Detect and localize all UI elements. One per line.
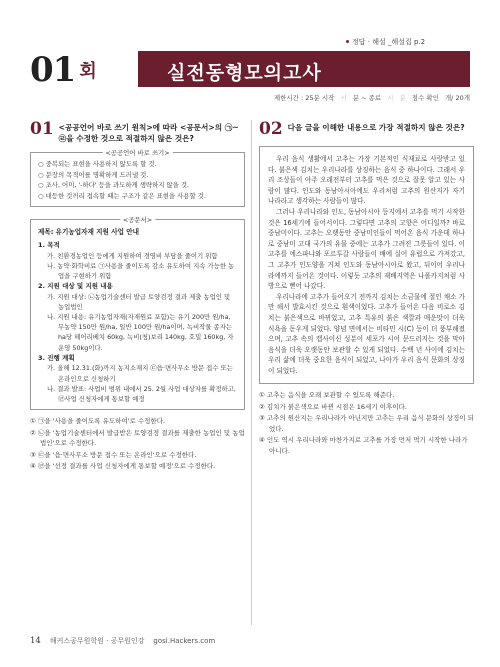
answer-options: [30, 416, 245, 472]
end-hour: 시: [387, 94, 394, 102]
question-text: 다음 글을 이해한 내용으로 가장 적절하지 않은 것은?: [287, 123, 465, 132]
answer-options: [259, 390, 474, 456]
score-check-label: 점수 확인: [411, 94, 439, 102]
rule-item: ○ 문장의 목적어를 명확하게 드러낼 것.: [38, 170, 149, 179]
score-total: 개/ 20개: [444, 94, 470, 102]
question-2: [259, 119, 474, 457]
section-item: 나. 결과 발표: 사업비 범위 내에서 25. 2월 사업 대상자를 확정하고, ㉣사업 신청자에게 통보할 예정: [47, 384, 236, 403]
page-footer: [30, 636, 215, 646]
section-heading: 1. 목적: [38, 241, 60, 249]
section-item: 가. 친환경농업인 등에게 지원하여 경영비 부담을 줄이기 위함: [47, 251, 218, 260]
rule-item: ○ 조사, 어미, '-하다' 등을 과도하게 생략하지 않을 것.: [38, 181, 190, 189]
test-header: [30, 50, 470, 90]
publisher-name: 해커스공무원학원 · 공무원인강: [49, 637, 145, 645]
answer-option[interactable]: ③ 고추의 원산지는 우리나라가 아닌지만 고추는 우리 음식 문화의 상징이 되었다.: [259, 414, 474, 433]
section-heading: 2. 지원 대상 및 지원 내용: [38, 282, 113, 291]
rules-box: [30, 149, 245, 207]
end-minute: 분: [399, 94, 406, 102]
section-item: 나. 농약·화학비료 ㉠사용을 줄이도록 감소 유도하여 지속 가능한 농업을 구현하기 위함: [47, 261, 235, 280]
answer-option[interactable]: ② 김치가 붉은색으로 바뀐 시점은 16세기 이후이다.: [259, 402, 407, 411]
start-minute-range: 분 ~ 종료: [352, 94, 382, 102]
page-title: 실전동형모의고사: [167, 62, 322, 84]
question-1: [30, 119, 245, 473]
question-2-header: [259, 119, 474, 139]
section-heading: 3. 진행 계획: [38, 353, 75, 362]
time-limit-bar: [274, 93, 470, 102]
question-number: 01: [30, 119, 54, 139]
question-text: <공공언어 바로 쓰기 원칙>에 따라 <공문서>의 ㉠~㉣을 수정한 것으로 적절하지 않은 것은?: [58, 123, 239, 143]
page-number: 14: [30, 636, 41, 646]
start-hour: 시: [340, 94, 347, 102]
publisher-url[interactable]: gosi.Hackers.com: [153, 637, 216, 645]
rule-item: ○ 대등한 것끼리 접속할 때는 구조가 같은 표현을 사용할 것.: [38, 191, 206, 200]
answer-option[interactable]: ① ㉠을 '사용을 줄이도록 유도하여'로 수정한다.: [30, 417, 166, 426]
section-item: 가. 올해 12.31.(화)까지 농지소재지 ㉢읍·면사무소 방문 접수 또는 온라인으로 신청하기: [47, 364, 233, 383]
rule-item: ○ 중복되는 표현을 사용하지 않도록 할 것.: [38, 160, 157, 168]
reading-passage: [259, 146, 474, 384]
passage-paragraph: 우리나라에 고추가 들어오기 전까지 김치는 소금물에 절인 채소 가만 해서 발효시킨 것으로 흰색이었다. 고추가 들어온 다음 비로소 김치는 붉은색으로 바뀌었고, 고추 특유의 붉은 색깔과 매운맛이 더욱 식욕을 돋우게 되었다. 양념 면에서는 비타민 시(C) 등이 더 풍부해졌으며, 고추 속의 캡사이신 성분이 세포가 시어 문드러지는 것을 막아 음식을 더욱 오랫동안 보관할 수 있게 되었다. 수백 년 사이에 김치는 우리 삶에 더욱 중요한 음식이 되었고, 나아가 우리 음식 문화의 상징이 되었다.: [268, 292, 465, 375]
question-number: 02: [259, 119, 283, 139]
answer-option[interactable]: ③ ㉢을 '읍·면사무소 방문 접수 또는 온라인'으로 수정한다.: [30, 450, 197, 459]
official-document-box: [30, 216, 245, 410]
column-divider: [251, 120, 252, 625]
section-item: 가. 지원 대상: ㉡농업기술센터 발급 토양검정 결과 제출 농업인 및 농업법인: [47, 292, 231, 311]
answer-option[interactable]: ② ㉡을 '농업기술센터에서 발급받은 토양검정 결과를 제출한 농업인 및 농업법인'으로 수정한다.: [30, 428, 245, 448]
time-limit-label: 제한시간 : 25분 시작: [273, 94, 335, 102]
answer-option[interactable]: ① 고추는 음식을 오래 보관할 수 있도록 해준다.: [259, 391, 395, 400]
question-1-header: [30, 119, 245, 144]
rules-box-title: <공공언어 바로 쓰기>: [102, 148, 172, 157]
answer-option[interactable]: ④ 인도 역시 우리나라와 마찬가지로 고추를 가장 먼저 먹기 시작한 나라가 아니다.: [259, 436, 468, 455]
answer-option[interactable]: ④ ㉣을 '선정 결과를 사업 신청자에게 통보할 예정'으로 수정한다.: [30, 462, 216, 471]
answer-reference: 정답 · 해설 _해설집 p.2: [352, 37, 470, 47]
document-box-title: <공문서>: [120, 215, 155, 224]
test-number-suffix: 회: [79, 61, 97, 82]
section-item: 나. 지원 내용: 유기농업자재(자재원료 포함)는 유기 200만 원/ha, 무농약 150만 원/ha, 일반 100만 원/ha이며, 녹비작물 종자는 ha당 헤어리베치 60kg, 녹비(청)보리 140kg, 호밀 160kg, 자운영 50kg이다.: [47, 313, 234, 352]
passage-paragraph: 우리 음식 생활에서 고추는 가장 기본적인 식재료로 사랑받고 있다. 붉은색 김치는 우리나라를 상징하는 음식 중 하나이다. 그래서 우리 조상들이 아주 오래전부터 고추를 먹은 것으로 잘못 알고 있는 사람이 많다. 인도와 동남아시아에도 우리처럼 고추의 원산지가 자기 나라라고 생각하는 사람들이 많다.: [268, 155, 465, 206]
passage-paragraph: 그러나 우리나라와 인도, 동남아시아 등지에서 고추를 먹기 시작한 것은 16세기에 들어서이다. 그렇다면 고추의 고향은 어디일까? 바로 중남미이다. 고추는 오랫동안 중남미인들이 먹어온 음식 가운데 하나로 중남미 고대 국가의 유물 중에는 고추가 그려진 그릇들이 있다. 이 고추를 에스파냐와 포르투갈 사람들이 배에 실어 유럽으로 가져갔고, 그 고추가 인도양을 거쳐 인도와 동남아시아로 왔고, 뒤이어 우리나라에까지 들어온 것이다. 이렇듯 고추의 재배지역은 나폴카지처럼 사방으로 뻗어 나갔다.: [268, 207, 465, 291]
test-number: [30, 50, 136, 90]
document-title: 제목: 유기농업자재 지원 사업 안내: [38, 228, 139, 236]
test-number-value: 01: [30, 50, 76, 90]
